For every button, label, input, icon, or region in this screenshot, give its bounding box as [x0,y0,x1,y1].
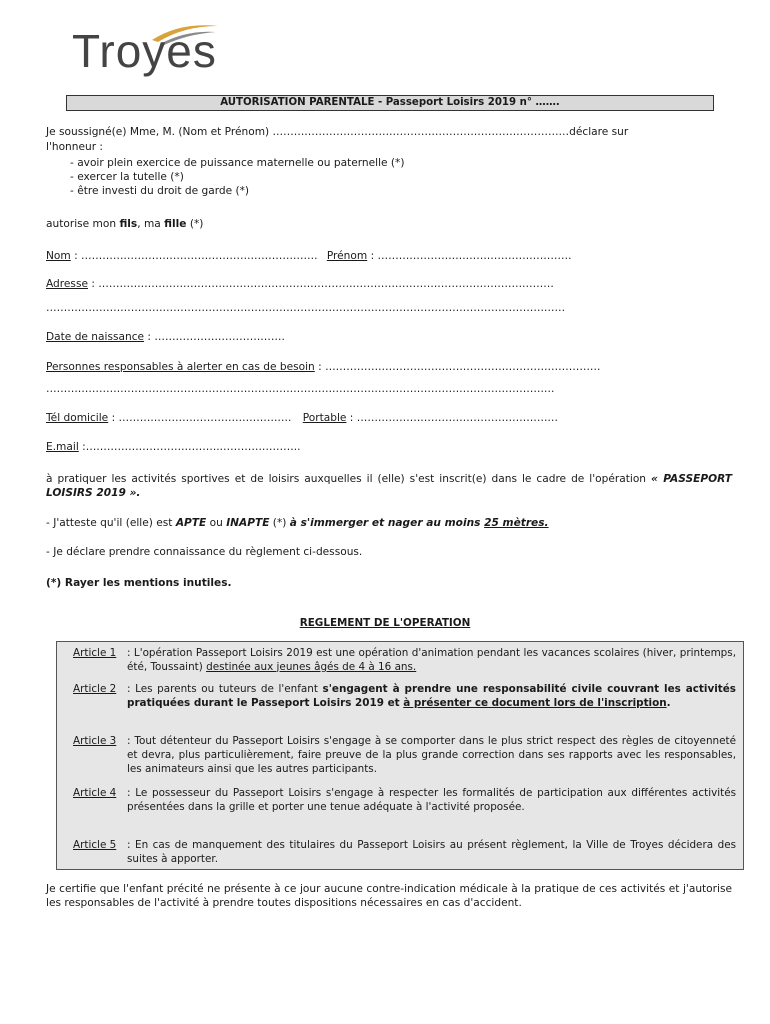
article-5: Article 5 : En cas de manquement des titulaires du Passeport Loisirs au présent règlement, la Ville de Troyes décidera des suites à apporter. [73,839,736,865]
date-naissance-field[interactable]: Date de naissance : ………………………………. [46,331,285,343]
authorise-line: autorise mon fils, ma fille (*) [46,218,204,230]
bullet-item: - exercer la tutelle (*) [70,171,184,183]
responsables-label: Personnes responsables à alerter en cas de besoin [46,361,315,373]
intro-line-2: l'honneur : [46,141,104,153]
adresse-label: Adresse [46,278,88,290]
tel-label: Tél domicile [46,412,109,424]
article-1: Article 1 : L'opération Passeport Loisirs 2019 est une opération d'animation pendant les vacances scolaires (hiver, printemps, été, Toussaint) destinée aux jeunes âgés de 4 à 16 ans. [73,647,736,673]
article-4: Article 4 : Le possesseur du Passeport Loisirs s'engage à respecter les formalités de participation aux différentes activités présentées dans la grille et porter une tenue adéquate à l'activité proposée. [73,787,736,813]
adresse-field-line-2[interactable]: ………………………………………………………………………………………………………………………………… [46,302,566,314]
bullet-item: - être investi du droit de garde (*) [70,185,250,197]
email-label: E.mail [46,441,79,453]
declare-line: - Je déclare prendre connaissance du règlement ci-dessous. [46,546,363,558]
tel-portable-field[interactable]: Tél domicile : …………………………………………. Portable : ………………………………………………… [46,412,559,424]
article-label: Article 3 [73,735,117,747]
article-label: Article 2 [73,683,117,695]
article-label: Article 5 [73,839,117,851]
article-label: Article 1 [73,647,117,659]
article-2: Article 2 : Les parents ou tuteurs de l'enfant s'engagent à prendre une responsabilité civile couvrant les activités pratiquées durant le Passeport Loisirs 2019 et à présenter ce document lors de l'inscription. [73,683,736,709]
reglement-box [56,641,744,870]
logo: Troyes [72,25,217,77]
adresse-field[interactable]: Adresse : ………………………………………………………………………………………………………………… [46,278,554,290]
prenom-label: Prénom [326,250,368,262]
intro-line-1: Je soussigné(e) Mme, M. (Nom et Prénom) …………………………………………………………………………déclare sur [46,126,629,138]
certify-paragraph: Je certifie que l'enfant précité ne présente à ce jour aucune contre-indication médicale à la pratique de ces activités et j'autorise les responsables de l'activité à prendre toutes dispositions nécessaires en cas d'accident. [46,883,732,909]
reglement-title: REGLEMENT DE L'OPERATION [299,617,471,629]
email-field[interactable]: E.mail :………………………………..………………….. [46,441,301,453]
article-3: Article 3 : Tout détenteur du Passeport Loisirs s'engage à se comporter dans le plus strict respect des règles de citoyenneté et devra, plus particulièrement, faire preuve de la plus grande correction dans ses rapports avec les responsables, les animateurs ainsi que les autres participants. [73,735,736,775]
strike-note: (*) Rayer les mentions inutiles. [46,577,232,589]
nom-prenom-field[interactable]: Nom : …………………………………………………………. Prénom : …………………….………………………… [46,250,572,262]
intro-bullet-list [70,156,405,198]
portable-label: Portable [302,412,347,424]
practice-paragraph: à pratiquer les activités sportives et de loisirs auxquelles il (elle) s'est inscrit(e) dans le cadre de l'opération « PASSEPORT LOISIRS 2019 ». [46,473,732,499]
article-label: Article 4 [73,787,117,799]
date-naissance-label: Date de naissance [46,331,145,343]
page-title: AUTORISATION PARENTALE - Passeport Loisirs 2019 n° ……. [66,95,714,111]
responsables-field-line-2[interactable]: ……………………………………………………………………………………………………………………………… [46,383,555,395]
bullet-item: - avoir plein exercice de puissance maternelle ou paternelle (*) [70,157,405,169]
responsables-field[interactable]: Personnes responsables à alerter en cas de besoin : …………………………………………………………………… [46,361,601,373]
attest-line: - J'atteste qu'il (elle) est APTE ou INAPTE (*) à s'immerger et nager au moins 25 mètres. [46,517,549,529]
nom-label: Nom [46,250,71,262]
